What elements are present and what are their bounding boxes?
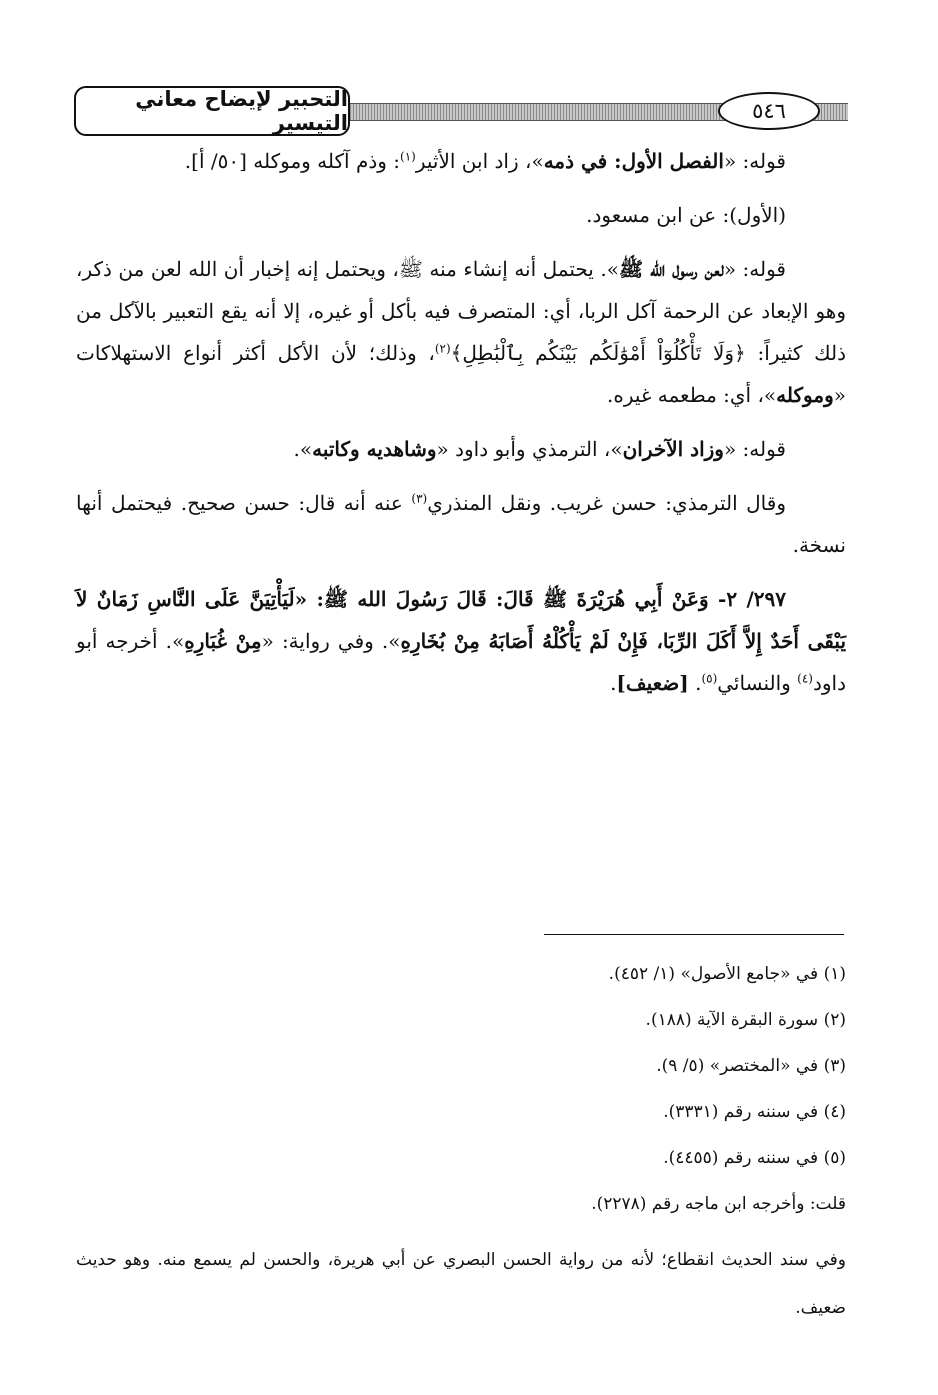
paragraph-5 xyxy=(76,482,846,566)
footnote-4: (٤) في سننه رقم (٣٣٣١). xyxy=(663,1102,846,1122)
footnote-2: (٢) سورة البقرة الآية (١٨٨). xyxy=(645,1010,846,1030)
text: قوله: « xyxy=(723,149,786,173)
footnote-ref-4[interactable]: (٤) xyxy=(797,671,813,686)
footnote-ref-2[interactable]: (٢) xyxy=(434,341,451,356)
footnotes xyxy=(76,962,846,1332)
footnote-separator xyxy=(544,934,844,935)
text: »، الترمذي وأبو داود « xyxy=(436,437,623,461)
running-header xyxy=(74,86,848,136)
paragraph-3 xyxy=(76,248,846,416)
text: قوله: « xyxy=(723,437,786,461)
text: . xyxy=(688,671,702,695)
paragraph-2: (الأول): عن ابن مسعود. xyxy=(586,203,786,227)
quoted-heading: الفصل الأول: في ذمه xyxy=(543,149,724,173)
text: ». وفي رواية: « xyxy=(261,629,401,653)
quoted-phrase: لعن رسول الله ﷺ xyxy=(618,257,724,281)
text: ، وذلك؛ لأن الأكل أكثر أنواع الاستهلاكات « xyxy=(76,341,846,407)
footnote-ref-1[interactable]: (١) xyxy=(400,149,416,164)
quoted-phrase: وزاد الآخران xyxy=(622,437,724,461)
text: : وذم آكله وموكله [٥٠/ أ]. xyxy=(184,149,401,173)
footnote-note: قلت: وأخرجه ابن ماجه رقم (٢٢٧٨). xyxy=(591,1194,846,1214)
grading-label: [ضعيف] xyxy=(616,671,689,695)
text: قوله: « xyxy=(723,257,786,281)
text: وقال الترمذي: حسن غريب. ونقل المنذري xyxy=(427,491,786,515)
footnote-note-2: وفي سند الحديث انقطاع؛ لأنه من رواية الحسن البصري عن أبي هريرة، والحسن لم يسمع منه. وهو حديث ضعيف. xyxy=(76,1250,846,1318)
footnote-3: (٣) في «المختصر» (٥/ ٩). xyxy=(656,1056,846,1076)
footnote-ref-5[interactable]: (٥) xyxy=(701,671,718,686)
book-title: التحبير لإيضاح معاني التيسير xyxy=(74,86,350,136)
quoted-phrase: وشاهديه وكاتبه xyxy=(312,437,437,461)
main-text xyxy=(76,140,846,716)
text: »، زاد ابن الأثير xyxy=(415,149,544,173)
text: ». xyxy=(293,437,313,461)
text: ». يحتمل أنه إنشاء منه ﷺ، ويحتمل إنه إخبار أن الله لعن من ذكر، وهو الإبعاد عن الرحمة آكل الربا، أي: المتصرف فيه بأكل أو غيره، إلا أنه يقع التعبير بالآكل من ذلك كثيراً: ﴿وَلَا تَأْكُلُوٓاْ أَمْوَٰلَكُم بَيْنَكُم بِٱلْبَٰطِلِ﴾ xyxy=(76,257,846,365)
hadith-text: ٢٩٧/ ٢- وَعَنْ أَبِي هُرَيْرَةَ ﷺ قَالَ: قَالَ رَسُولَ الله ﷺ: «لَيَأْتِيَنَّ عَلَى النَّاسِ زَمَانٌ لاَ يَبْقَى أَحَدٌ إِلاَّ أَكَلَ الرِّبَا، فَإِنْ لَمْ يَأْكُلْهُ أَصَابَهُ مِنْ بُخَارِهِ xyxy=(76,587,847,653)
page-number: ٥٤٦ xyxy=(718,92,820,130)
text: »، أي: مطعمه غيره. xyxy=(607,383,777,407)
quoted-phrase: وموكله xyxy=(776,383,834,407)
quoted-phrase: مِنْ غُبَارِهِ xyxy=(184,629,262,653)
text: عنه أنه قال: حسن صحيح. فيحتمل أنها نسخة. xyxy=(76,491,846,557)
text: ». أخرجه أبو داود xyxy=(76,629,846,695)
footnote-1: (١) في «جامع الأصول» (١/ ٤٥٢). xyxy=(608,964,846,984)
text: . xyxy=(610,671,617,695)
footnote-ref-3[interactable]: (٣) xyxy=(411,491,428,506)
text: والنسائي xyxy=(717,671,798,695)
hadith-paragraph xyxy=(76,578,846,704)
paragraph-1 xyxy=(76,140,846,182)
footnote-5: (٥) في سننه رقم (٤٤٥٥). xyxy=(663,1148,846,1168)
paragraph-4 xyxy=(76,428,846,470)
